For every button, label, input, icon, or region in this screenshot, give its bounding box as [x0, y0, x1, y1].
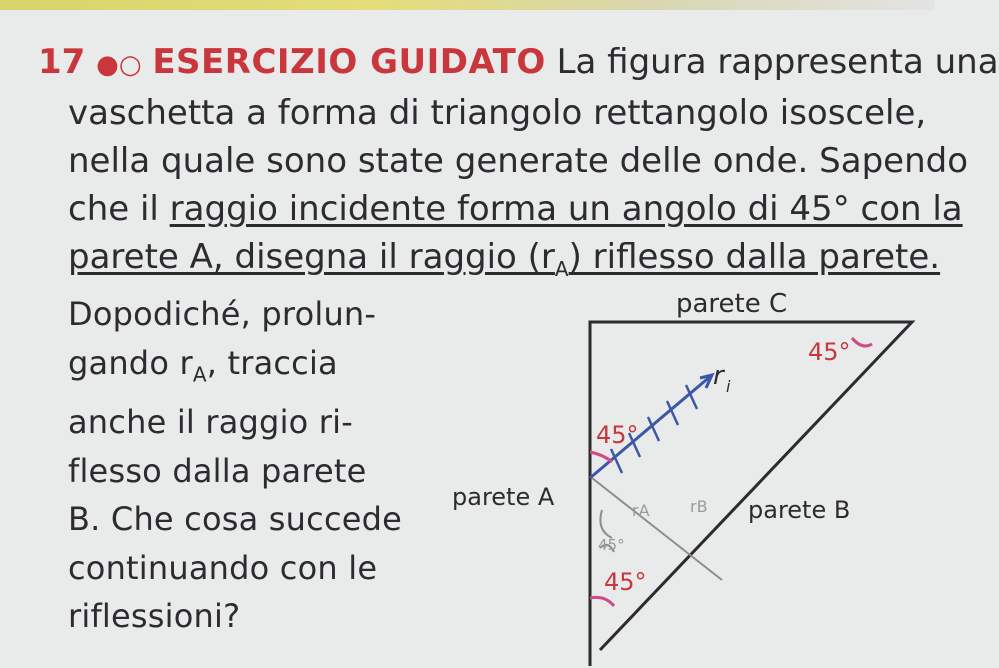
text-line-4-b: raggio incidente forma un angolo di 45° con la: [169, 189, 963, 229]
column-line-4: flesso dalla parete: [68, 451, 367, 490]
text-line-3: nella quale sono state generate delle onde. Sapendo: [68, 141, 969, 181]
handwritten-ra: rA: [632, 501, 650, 520]
text-line-5-sub: A: [554, 256, 569, 281]
column-line-6: continuando con le: [68, 548, 378, 587]
angle-arc-mid: [590, 452, 612, 462]
text-line-4-a: che il: [68, 189, 170, 229]
wall-c-label: parete C: [676, 289, 788, 319]
angle-label-top: 45°: [808, 338, 851, 366]
text-line-5-a: parete A, disegna il raggio (r: [68, 237, 555, 277]
column-line-2-sub: A: [192, 361, 207, 386]
column-line-2-c: , traccia: [206, 343, 338, 382]
pencil-marks: [592, 478, 722, 580]
column-line-1: Dopodiché, prolun-: [68, 295, 377, 333]
text-line-1: La figura rappresenta una: [556, 42, 999, 82]
column-line-5: B. Che cosa succede: [68, 500, 403, 539]
text-line-5-c: ) riflesso dalla parete.: [568, 237, 941, 277]
exercise-number: 17: [38, 42, 86, 82]
handwritten-45: 45°: [598, 536, 625, 554]
wall-b-label: parete B: [748, 496, 851, 524]
column-line-7: riflessioni?: [68, 597, 241, 636]
ray-label-sub: i: [726, 377, 731, 396]
column-line-3: anche il raggio ri-: [68, 403, 354, 442]
difficulty-dots: ●○: [96, 50, 142, 80]
angle-arc-bottom: [590, 597, 614, 606]
angle-arc-top: [852, 338, 872, 346]
exercise-label: ESERCIZIO GUIDATO: [152, 42, 546, 82]
ray-label: r: [713, 361, 724, 391]
column-line-2-a: gando r: [68, 343, 193, 382]
angle-label-mid: 45°: [596, 421, 639, 449]
triangle-outline: [590, 322, 912, 666]
text-line-2: vaschetta a forma di triangolo rettangolo isoscele,: [68, 93, 927, 133]
angle-label-bottom: 45°: [604, 568, 647, 596]
handwritten-rb: rB: [690, 497, 708, 516]
wall-a-label: parete A: [452, 483, 555, 511]
